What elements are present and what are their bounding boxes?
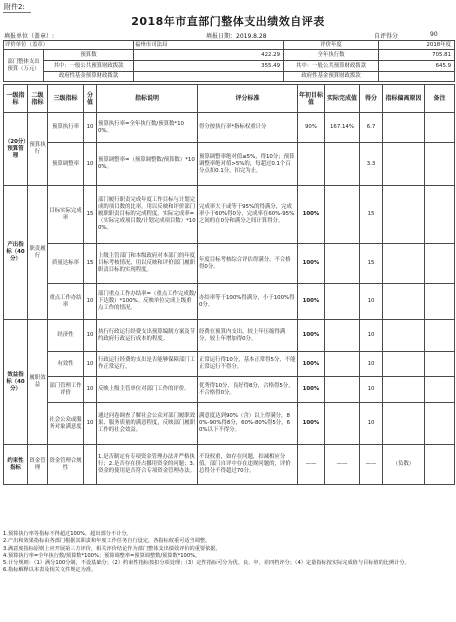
row-weight: 10 <box>84 377 97 403</box>
dept-name-label: 评价单位（盖章） <box>4 41 134 50</box>
row-actual <box>325 244 360 284</box>
fund-budget-label: 政府性基金预算财政拨款 <box>44 72 134 82</box>
row-weight <box>84 445 97 485</box>
table-row <box>4 113 455 143</box>
row-reason <box>383 113 425 143</box>
fund-budget-value <box>134 72 284 82</box>
row-target: 100% <box>298 403 325 445</box>
row-target <box>298 143 325 186</box>
unit-label: 填报单位（盖章）: <box>4 33 55 40</box>
row-score: —— <box>360 445 383 485</box>
row-desc: 1.是否制定有专项资金管理办法并严格执行；2.是否存在挤占挪用资金的问题；3.资金的使用是否符合专项资金管理办法。 <box>97 445 198 485</box>
row-desc: 部门重点工作办结率=（重点工作完成数/下达数）*100%。反映单位完成上级重点工作的情况。 <box>97 284 198 320</box>
table-row <box>4 186 455 244</box>
header-target: 年初目标值 <box>298 85 325 113</box>
row-score: 10 <box>360 403 383 445</box>
row-note <box>425 377 455 403</box>
level2-duty-benefit: 履职效益 <box>28 320 48 445</box>
row-indicator: 资金管理合规性 <box>48 445 84 485</box>
row-desc: 通过问卷调查了解社会公众对部门履职效果、服务质量的满意程度，反映部门履职工作的社会效益。 <box>97 403 198 445</box>
row-weight: 10 <box>84 320 97 352</box>
row-note <box>425 352 455 377</box>
footnote: 4.预算执行率=全年执行数/预算数*100%；预算调整率=预算调整数/预算数*100%。 <box>3 552 201 559</box>
row-std: 年度目标考核综合评估得满分，不合格得0分。 <box>198 244 298 284</box>
row-reason <box>383 352 425 377</box>
row-weight: 10 <box>84 352 97 377</box>
year-value: 2018年度 <box>379 41 455 50</box>
row-actual <box>325 186 360 244</box>
footnote: 5.计分规则：（1）满分100分制，不设基础分；（2）约束性指标按扣分项处理；（3）定性指标可分为优、良、中、差四档评分；（4）定量指标按实际完成值与目标值的比例计分。 <box>3 560 410 567</box>
row-actual <box>325 143 360 186</box>
table-row <box>4 403 455 445</box>
footnotes <box>3 531 454 575</box>
self-score-value: 90 <box>430 31 438 38</box>
budget-section-label: 部门整体支出预算（万元） <box>4 50 44 82</box>
row-desc: 上级主管部门和本级政府对本部门的年度目标考核情况，用以反映和评价部门履职职责目标的实现程度。 <box>97 244 198 284</box>
row-note <box>425 284 455 320</box>
annex-tag: 附件2: <box>3 2 31 13</box>
row-weight: 10 <box>84 143 97 186</box>
dept-name-value: 福州市司法局 <box>134 41 284 50</box>
row-reason <box>383 403 425 445</box>
header-row <box>4 85 455 113</box>
general-exec-label: 其中：一般公共预算财政拨款 <box>284 61 379 72</box>
level2-duty: 职责履行 <box>28 186 48 320</box>
table-row <box>4 445 455 485</box>
row-desc: 部门履行职责完成年度工作目标与计划完成的项目数的比率，用以反映和评价部门履职职责目标的完成程度。实际完成率=（实际完成项目数/计划完成项目数）*100%。 <box>97 186 198 244</box>
row-std: 优秀得10分，良好得8分，合格得5分，不合格得0分。 <box>198 377 298 403</box>
level2-fund: 资金管理 <box>28 445 48 485</box>
row-desc: 预算执行率=全年执行数/预算数*100%。 <box>97 113 198 143</box>
row-target: 100% <box>298 377 325 403</box>
level1-budget: （20分）预算管理 <box>4 113 28 186</box>
summary-table <box>3 40 455 82</box>
total-exec-label: 全年执行数 <box>284 50 379 61</box>
row-weight: 10 <box>84 113 97 143</box>
page-title: 2018年市直部门整体支出绩效自评表 <box>131 15 325 28</box>
row-weight: 15 <box>84 186 97 244</box>
row-reason <box>383 186 425 244</box>
indicator-table <box>3 84 455 485</box>
row-desc: 行政运行经费的支出是否能够保障部门工作正常运行。 <box>97 352 198 377</box>
row-reason <box>383 320 425 352</box>
row-indicator: 目标实际完成率 <box>48 186 84 244</box>
fund-exec-label: 政府性基金预算财政拨款 <box>284 72 379 82</box>
year-label: 评价年度 <box>284 41 379 50</box>
row-reason <box>383 284 425 320</box>
header-weight: 分值 <box>84 85 97 113</box>
row-std: 完成率大于或等于95%的得满分，完成率小于60%得0分，完成率在60%-95%之间的在0分和满分之间计算得分。 <box>198 186 298 244</box>
row-note <box>425 244 455 284</box>
row-indicator: 经济性 <box>48 320 84 352</box>
table-row <box>4 284 455 320</box>
row-std: 满意度达到90%（含）以上得满分，80%-90%得8分，60%-80%得5分，60%以下不得分。 <box>198 403 298 445</box>
row-reason <box>383 244 425 284</box>
row-score: 10 <box>360 320 383 352</box>
row-target: 100% <box>298 352 325 377</box>
row-target: —— <box>298 445 325 485</box>
row-actual: 167.14% <box>325 113 360 143</box>
footnote: 2.产出和效果指标由各部门根据其职责和年度工作任务自行设定，各指标权重可适当调整。 <box>3 538 211 545</box>
fund-exec-value <box>379 72 455 82</box>
row-std: 经费在预算内支出，较上年压缩得满分，较上年增加得0分。 <box>198 320 298 352</box>
row-target: 100% <box>298 186 325 244</box>
header-reason: 指标偏离原因 <box>383 85 425 113</box>
row-actual <box>325 403 360 445</box>
footnote: 3.满意度指标原则上应开展第三方评价，相关评价结论作为部门整体支出绩效评价的重要依据。 <box>3 545 221 552</box>
level1-output: 产出指标（40分） <box>4 186 28 320</box>
row-target: 100% <box>298 244 325 284</box>
row-std: 正常运行得10分，基本正常得5分，不能正常运行不得分。 <box>198 352 298 377</box>
row-indicator: 预算执行率 <box>48 113 84 143</box>
header-note: 备注 <box>425 85 455 113</box>
row-indicator: 预算调整率 <box>48 143 84 186</box>
header-score: 得分 <box>360 85 383 113</box>
row-note <box>425 403 455 445</box>
row-actual: —— <box>325 445 360 485</box>
row-target: 100% <box>298 284 325 320</box>
row-target: 90% <box>298 113 325 143</box>
level1-benefit: 效益指标（40分） <box>4 320 28 445</box>
footnote: 6.指标解释以本表及相关文件规定为准。 <box>3 567 97 574</box>
row-score: 15 <box>360 186 383 244</box>
row-indicator: 部门管理工作评价 <box>48 377 84 403</box>
total-exec-value: 705.81 <box>379 50 455 61</box>
row-std: 办结率等于100%得满分，小于100%得0分。 <box>198 284 298 320</box>
row-desc: 执行行政运行经费支出预算编制方案及节约政府行政运行成本的程度。 <box>97 320 198 352</box>
row-indicator: 质量达标率 <box>48 244 84 284</box>
row-weight: 15 <box>84 244 97 284</box>
row-note <box>425 320 455 352</box>
row-actual <box>325 320 360 352</box>
row-weight: 10 <box>84 403 97 445</box>
row-score: 6.7 <box>360 113 383 143</box>
row-reason: （负数） <box>383 445 425 485</box>
row-score: 10 <box>360 284 383 320</box>
row-std: 不设权重，如存在问题，扣减相应分值。部门自评中存在违规问题的，评价总得分不得超过70分。 <box>198 445 298 485</box>
row-note <box>425 113 455 143</box>
row-weight: 10 <box>84 284 97 320</box>
footnote: 1.预算执行率等指标不得超过100%，超出部分不计分。 <box>3 531 132 537</box>
row-indicator: 社会公众或服务对象满意度 <box>48 403 84 445</box>
header-std: 评分标准 <box>198 85 298 113</box>
row-actual <box>325 352 360 377</box>
header-actual: 实际完成值 <box>325 85 360 113</box>
row-desc: 预算调整率=（预算调整数/预算数）*100%。 <box>97 143 198 186</box>
row-desc: 反映上级主管单位对部门工作的评价。 <box>97 377 198 403</box>
table-row <box>4 320 455 352</box>
header-l2: 二级指标 <box>28 85 48 113</box>
row-std: 得分按执行率*指标权重计分 <box>198 113 298 143</box>
row-actual <box>325 377 360 403</box>
row-score: 10 <box>360 352 383 377</box>
row-score: 10 <box>360 377 383 403</box>
row-reason <box>383 377 425 403</box>
header-desc: 指标说明 <box>97 85 198 113</box>
row-target: 100% <box>298 320 325 352</box>
row-note <box>425 143 455 186</box>
general-budget-label: 其中：一般公共预算财政拨款 <box>44 61 134 72</box>
row-indicator: 重点工作办结率 <box>48 284 84 320</box>
table-row <box>4 377 455 403</box>
general-budget-value: 355.49 <box>134 61 284 72</box>
row-actual <box>325 284 360 320</box>
row-indicator: 有效性 <box>48 352 84 377</box>
header-l1: 一级指标 <box>4 85 28 113</box>
fill-date: 填报日期：2019.8.28 <box>206 33 267 40</box>
row-note <box>425 445 455 485</box>
table-row <box>4 352 455 377</box>
row-score: 15 <box>360 244 383 284</box>
header-l3: 三级指标 <box>48 85 84 113</box>
general-exec-value: 645.9 <box>379 61 455 72</box>
row-reason <box>383 143 425 186</box>
table-row <box>4 244 455 284</box>
self-score-label: 自评得分 <box>374 33 399 40</box>
total-budget-value: 422.29 <box>134 50 284 61</box>
row-std: 预算调整率绝对值≤5%，得10分；预算调整率绝对值>5%的，每超过0.1个百分点扣0.1分，扣完为止。 <box>198 143 298 186</box>
row-note <box>425 186 455 244</box>
row-score: 3.3 <box>360 143 383 186</box>
level2-exec: 预算执行 <box>28 113 48 186</box>
table-row <box>4 143 455 186</box>
total-budget-label: 预算数 <box>44 50 134 61</box>
level1-constraint: 约束性指标 <box>4 445 28 485</box>
